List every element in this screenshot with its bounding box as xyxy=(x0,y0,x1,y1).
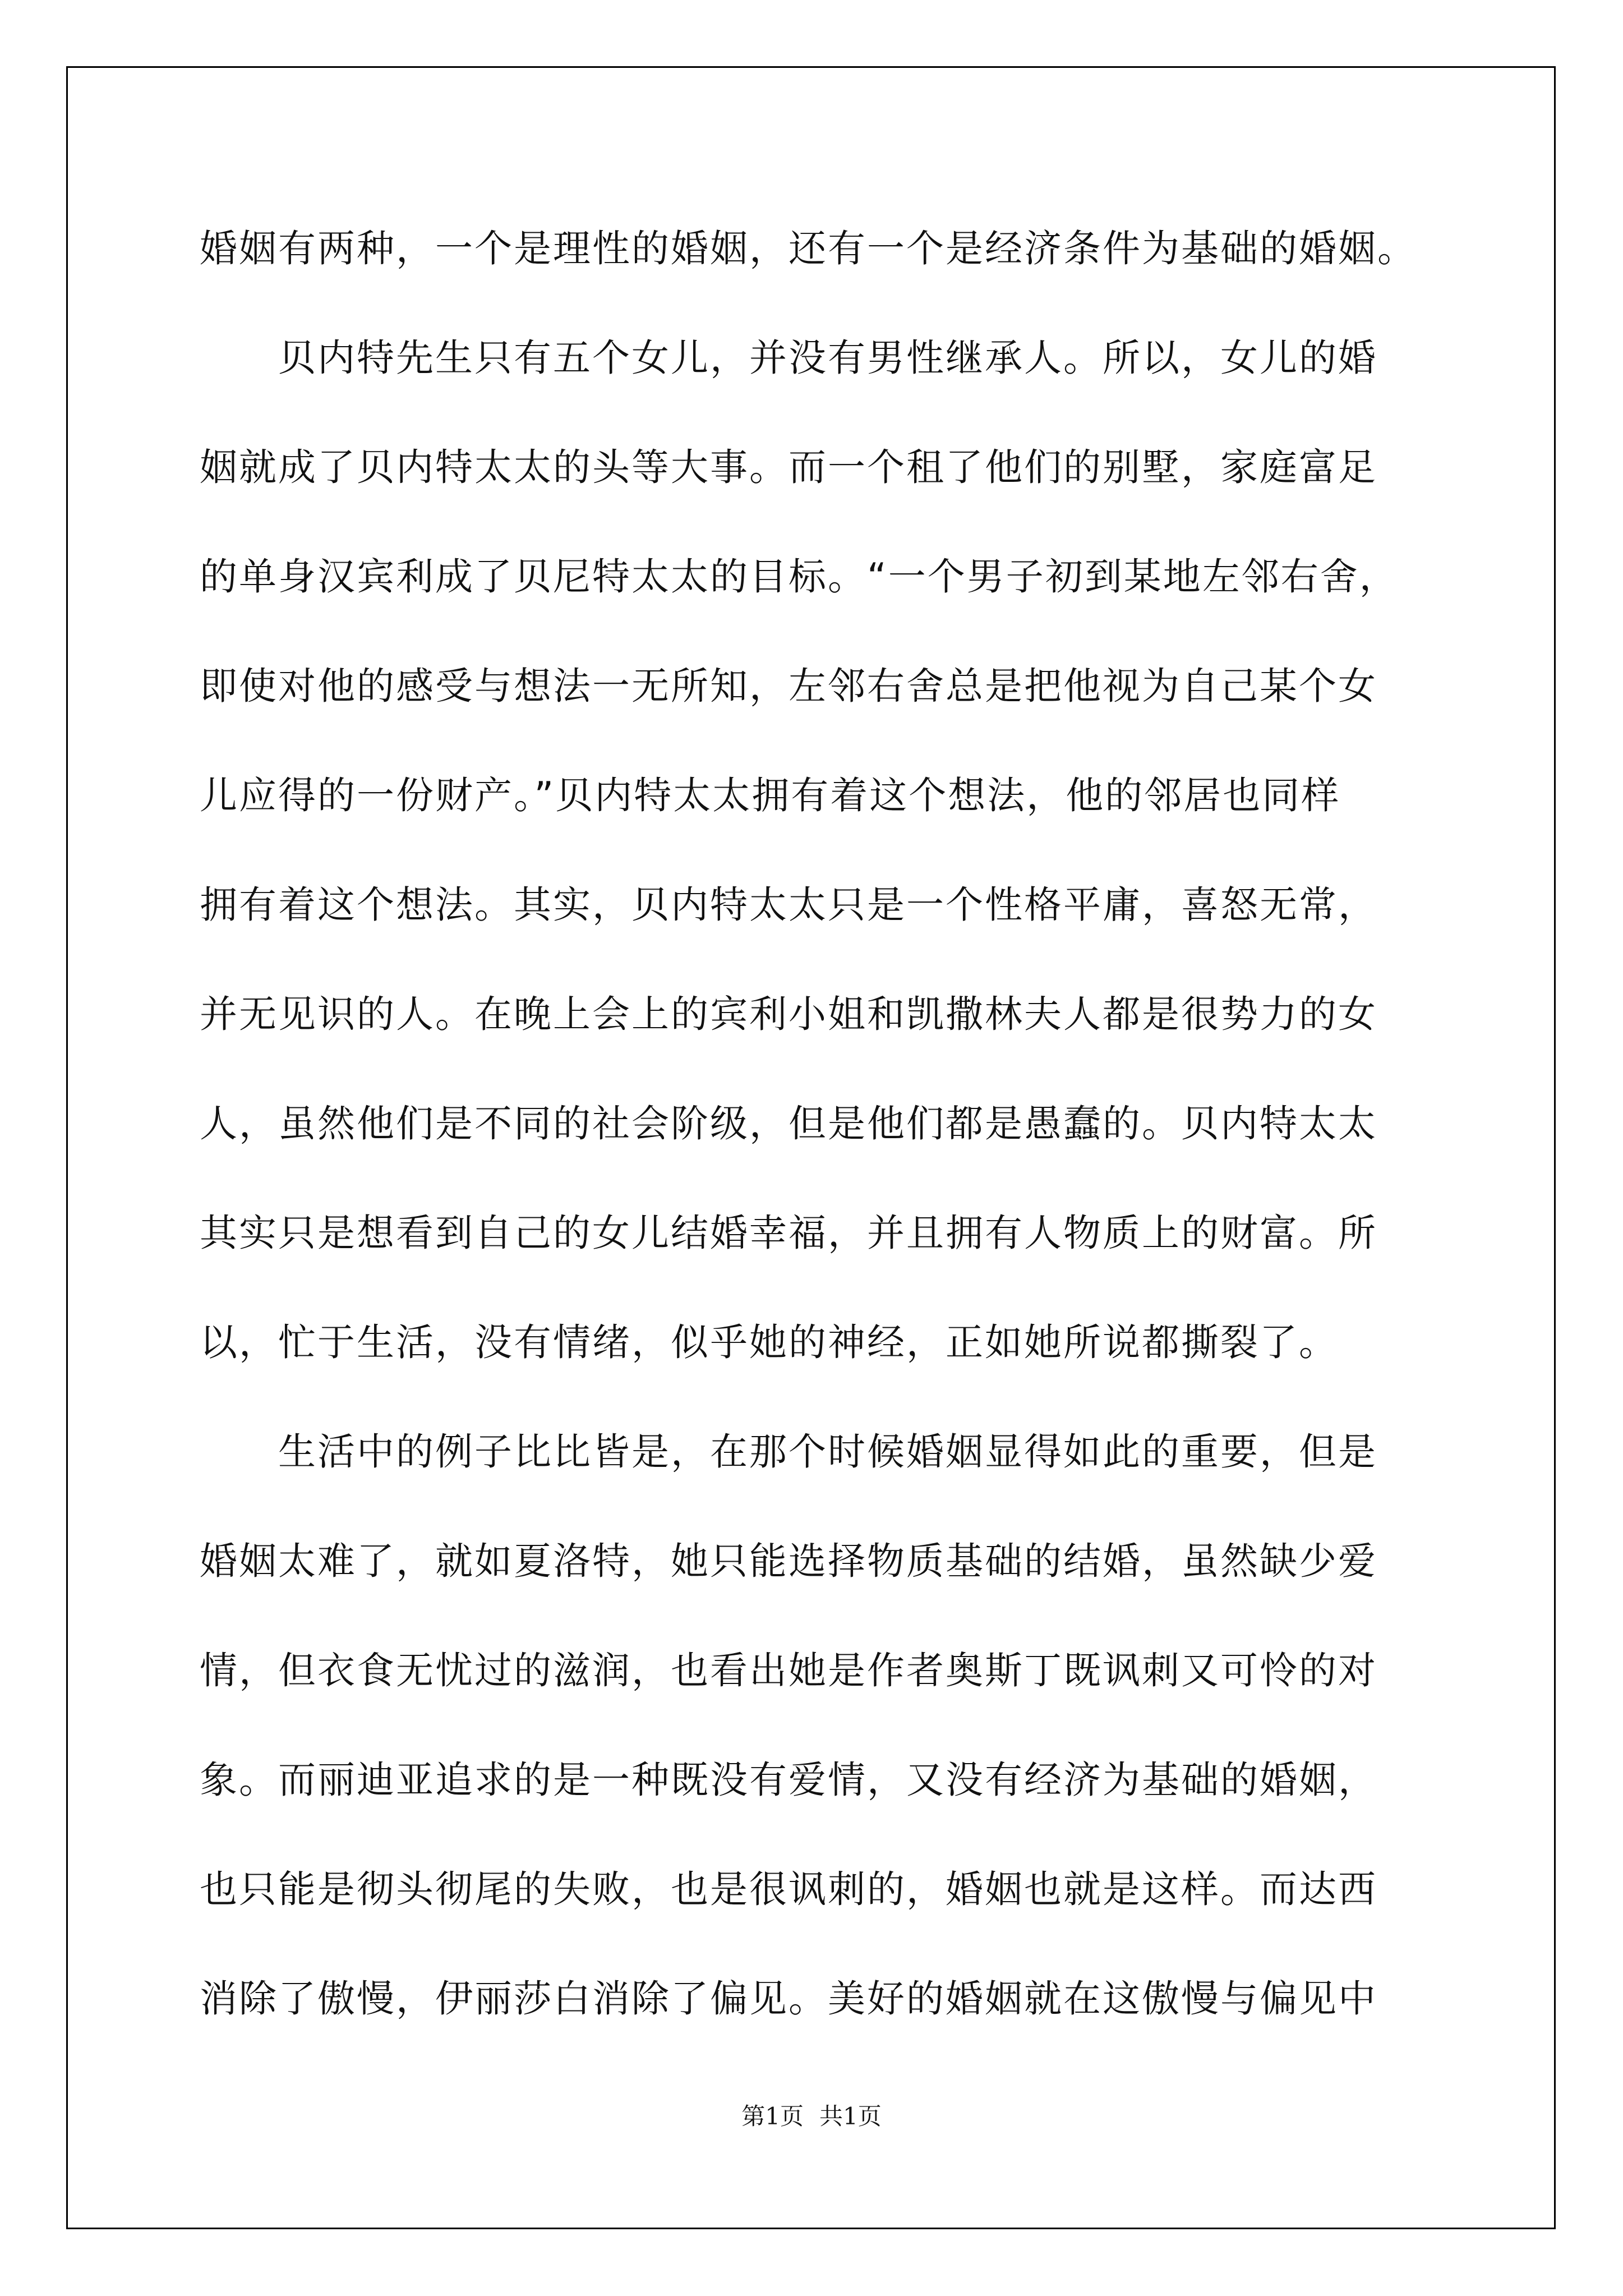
text-line: 儿应得的一份财产。”贝内特太太拥有着这个想法，他的邻居也同样 xyxy=(200,774,1341,817)
text-line: 婚姻有两种，一个是理性的婚姻，还有一个是经济条件为基础的婚姻。 xyxy=(200,227,1417,270)
text-line: 象。而丽迪亚追求的是一种既没有爱情，又没有经济为基础的婚姻， xyxy=(200,1758,1377,1802)
text-line: 也只能是彻头彻尾的失败，也是很讽刺的，婚姻也就是这样。而达西 xyxy=(200,1867,1377,1911)
page-number: 第1页 xyxy=(741,2102,804,2130)
text-line: 拥有着这个想法。其实，贝内特太太只是一个性格平庸，喜怒无常， xyxy=(200,883,1377,927)
text-line: 人，虽然他们是不同的社会阶级，但是他们都是愚蠢的。贝内特太太 xyxy=(200,1102,1377,1145)
text-line: 的单身汉宾利成了贝尼特太太的目标。“一个男子初到某地左邻右舍， xyxy=(200,555,1399,599)
text-line: 即使对他的感受与想法一无所知，左邻右舍总是把他视为自己某个女 xyxy=(200,664,1377,708)
text-line: 以，忙于生活，没有情绪，似乎她的神经，正如她所说都撕裂了。 xyxy=(200,1320,1338,1364)
text-line: 并无见识的人。在晚上会上的宾利小姐和凯撒林夫人都是很势力的女 xyxy=(200,992,1377,1036)
total-pages: 共1页 xyxy=(819,2102,882,2130)
text-line: 其实只是想看到自己的女儿结婚幸福，并且拥有人物质上的财富。所 xyxy=(200,1211,1377,1255)
text-line: 情，但衣食无忧过的滋润，也看出她是作者奥斯丁既讽刺又可怜的对 xyxy=(200,1649,1377,1692)
text-line: 消除了傲慢，伊丽莎白消除了偏见。美好的婚姻就在这傲慢与偏见中 xyxy=(200,1977,1377,2021)
text-line: 贝内特先生只有五个女儿，并没有男性继承人。所以，女儿的婚 xyxy=(278,336,1377,380)
page-footer xyxy=(0,2098,1623,2132)
text-line: 生活中的例子比比皆是，在那个时候婚姻显得如此的重要，但是 xyxy=(278,1430,1377,1474)
text-line: 婚姻太难了，就如夏洛特，她只能选择物质基础的结婚，虽然缺少爱 xyxy=(200,1539,1377,1583)
text-line: 姻就成了贝内特太太的头等大事。而一个租了他们的别墅，家庭富足 xyxy=(200,445,1377,489)
